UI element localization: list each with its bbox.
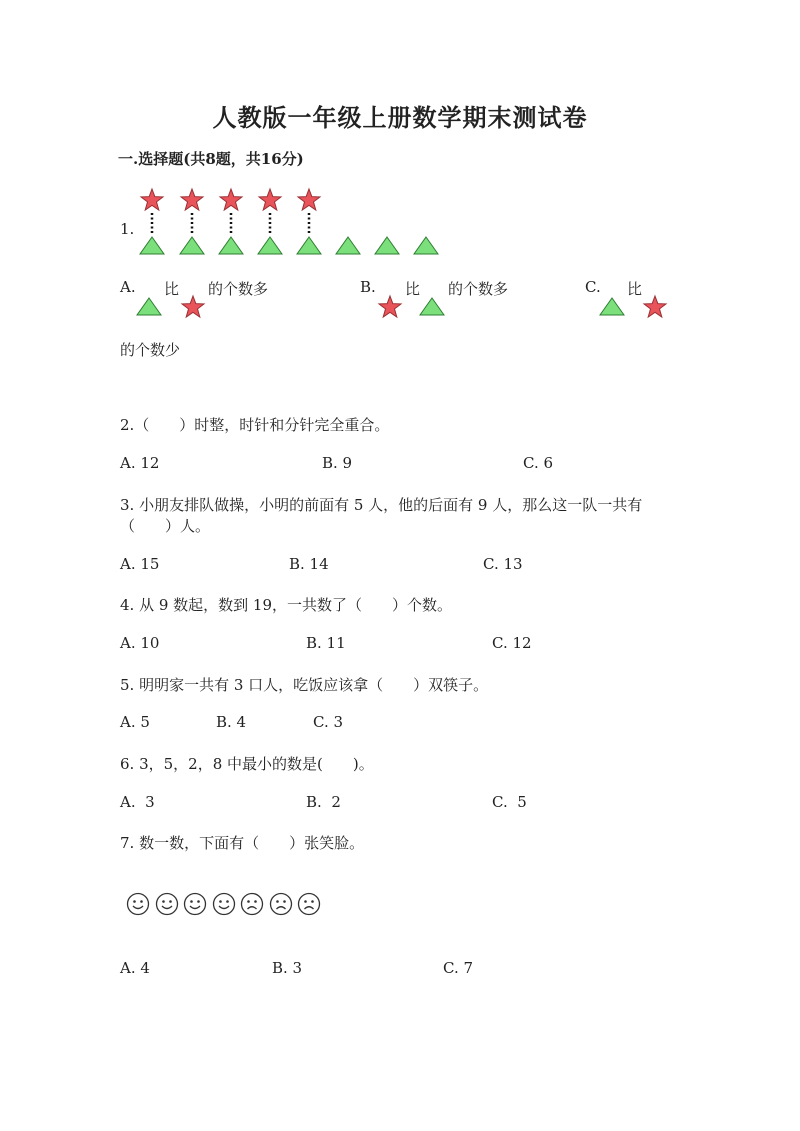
dotted-connector	[268, 212, 272, 234]
smiley-face-icon	[155, 892, 179, 916]
q6-option-b[interactable]: B. 2	[306, 793, 341, 811]
q3-option-b[interactable]: B. 14	[289, 555, 329, 573]
q6-option-c[interactable]: C. 5	[492, 793, 527, 811]
question-4-text: 4. 从 9 数起，数到 19，一共数了（ ）个数。	[120, 596, 453, 614]
frowning-face-icon	[269, 892, 293, 916]
option-c-word: 比	[627, 280, 643, 298]
page-title: 人教版一年级上册数学期末测试卷	[212, 103, 588, 132]
option-c-suffix: 的个数少	[120, 341, 181, 359]
dotted-connector	[229, 212, 233, 234]
question-7-text: 7. 数一数，下面有（ ）张笑脸。	[120, 834, 365, 852]
dotted-connector	[190, 212, 194, 234]
q7-option-b[interactable]: B. 3	[272, 959, 303, 977]
star-icon	[140, 188, 164, 212]
question-3-text-cont: （ ）人。	[120, 517, 211, 535]
q4-option-c[interactable]: C. 12	[492, 634, 532, 652]
smiley-face-icon	[126, 892, 150, 916]
question-number: 1.	[120, 220, 135, 238]
question-5-text: 5. 明明家一共有 3 口人，吃饭应该拿（ ）双筷子。	[120, 676, 489, 694]
option-a-word: 比	[164, 280, 180, 298]
star-icon	[219, 188, 243, 212]
frowning-face-icon	[240, 892, 264, 916]
dotted-connector	[307, 212, 311, 234]
star-icon	[258, 188, 282, 212]
star-icon	[180, 188, 204, 212]
frowning-face-icon	[297, 892, 321, 916]
q5-option-a[interactable]: A. 5	[120, 713, 150, 731]
star-icon	[297, 188, 321, 212]
option-a-label[interactable]: A.	[120, 278, 136, 296]
q5-option-b[interactable]: B. 4	[216, 713, 247, 731]
option-b-suffix: 的个数多	[448, 280, 509, 298]
question-2-text: 2.（ ）时整，时针和分针完全重合。	[120, 416, 390, 434]
section-heading: 一.选择题(共8题，共16分)	[118, 150, 304, 168]
q2-option-a[interactable]: A. 12	[120, 454, 160, 472]
triangle-icon	[600, 297, 624, 316]
q7-option-a[interactable]: A. 4	[120, 959, 150, 977]
triangle-icon	[336, 236, 360, 255]
option-c-label[interactable]: C.	[585, 278, 601, 296]
triangle-icon	[180, 236, 204, 255]
q5-option-c[interactable]: C. 3	[313, 713, 344, 731]
star-icon	[643, 295, 667, 319]
triangle-icon	[137, 297, 161, 316]
q3-option-a[interactable]: A. 15	[120, 555, 160, 573]
star-icon	[378, 295, 402, 319]
q3-option-c[interactable]: C. 13	[483, 555, 523, 573]
option-b-label[interactable]: B.	[360, 278, 376, 296]
triangle-icon	[140, 236, 164, 255]
q2-option-c[interactable]: C. 6	[523, 454, 554, 472]
star-icon	[181, 295, 205, 319]
option-b-word: 比	[405, 280, 421, 298]
triangle-icon	[258, 236, 282, 255]
q4-option-a[interactable]: A. 10	[120, 634, 160, 652]
triangle-icon	[219, 236, 243, 255]
q6-option-a[interactable]: A. 3	[120, 793, 155, 811]
triangle-icon	[375, 236, 399, 255]
triangle-icon	[297, 236, 321, 255]
faces-row	[126, 892, 336, 916]
question-6-text: 6. 3，5，2，8 中最小的数是( )。	[120, 755, 374, 773]
smiley-face-icon	[212, 892, 236, 916]
triangle-icon	[420, 297, 444, 316]
dotted-connector	[150, 212, 154, 234]
option-a-suffix: 的个数多	[208, 280, 269, 298]
question-3-text: 3. 小朋友排队做操，小明的前面有 5 人，他的后面有 9 人，那么这一队一共有	[120, 496, 643, 514]
q7-option-c[interactable]: C. 7	[443, 959, 474, 977]
smiley-face-icon	[183, 892, 207, 916]
q2-option-b[interactable]: B. 9	[322, 454, 353, 472]
triangle-icon	[414, 236, 438, 255]
q4-option-b[interactable]: B. 11	[306, 634, 346, 652]
